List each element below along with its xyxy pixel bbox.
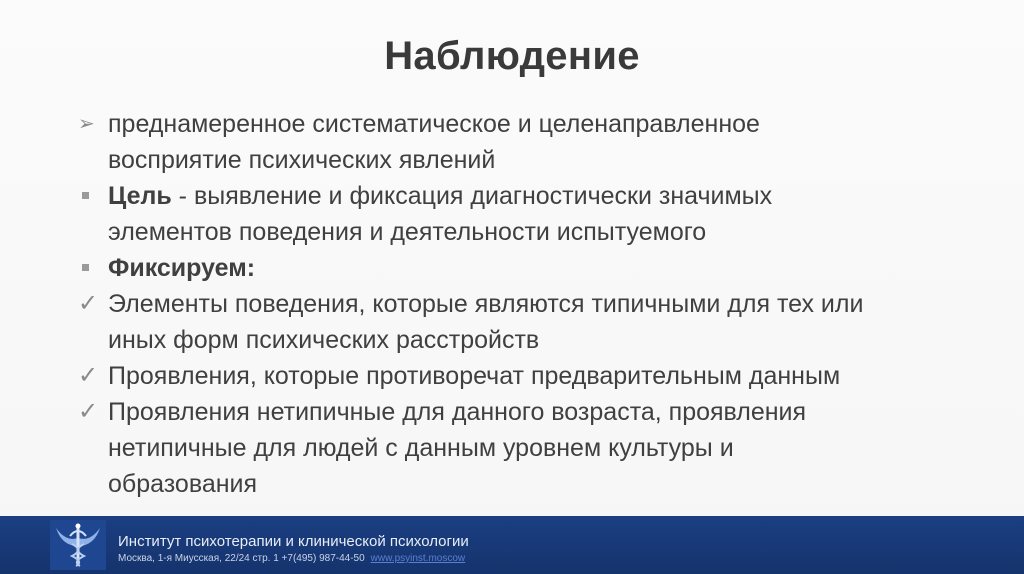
record-label: Фиксируем: (108, 254, 256, 282)
check-bullet-icon: ✓ (78, 362, 99, 389)
goal-label: Цель (108, 182, 172, 210)
behavior-line-2: иных форм психических расстройств (108, 326, 540, 354)
caduceus-psi-logo-icon (50, 520, 106, 570)
goal-text: - выявление и фиксация диагностически значимых (171, 182, 773, 210)
atypical-line-2: нетипичные для людей с данным уровнем культуры и (108, 434, 734, 462)
footer-address-line (118, 553, 465, 564)
list-item-contradictions (78, 358, 978, 394)
list-item-definition (78, 106, 978, 178)
definition-line-1: преднамеренное систематическое и целенаправленное (108, 110, 760, 138)
bullet-list (78, 106, 978, 502)
behavior-line-1: Элементы поведения, которые являются типичными для тех или (108, 290, 864, 318)
goal-line-2: элементов поведения и деятельности испытуемого (108, 218, 707, 246)
footer-website-link[interactable]: www.psyinst.moscow (370, 553, 466, 564)
square-bullet-icon (82, 264, 89, 271)
atypical-line-1: Проявления нетипичные для данного возраста, проявления (108, 398, 807, 426)
list-item-behavior (78, 286, 978, 358)
list-item-atypical (78, 394, 978, 502)
list-item-record (78, 250, 978, 286)
footer-bar (0, 516, 1024, 574)
arrow-bullet-icon: ➢ (78, 113, 95, 135)
contradictions-line-1: Проявления, которые противоречат предварительным данным (108, 362, 841, 390)
definition-line-2: восприятие психических явлений (108, 146, 496, 174)
atypical-line-3: образования (108, 470, 258, 498)
square-bullet-icon (82, 192, 89, 199)
check-bullet-icon: ✓ (78, 290, 99, 317)
list-item-goal (78, 178, 978, 250)
footer-organization: Институт психотерапии и клинической психологии (118, 533, 469, 550)
slide-title: Наблюдение (384, 34, 640, 78)
check-bullet-icon: ✓ (78, 398, 99, 425)
footer-address: Москва, 1-я Миусская, 22/24 стр. 1 +7(495) 987-44-50 (118, 553, 365, 564)
